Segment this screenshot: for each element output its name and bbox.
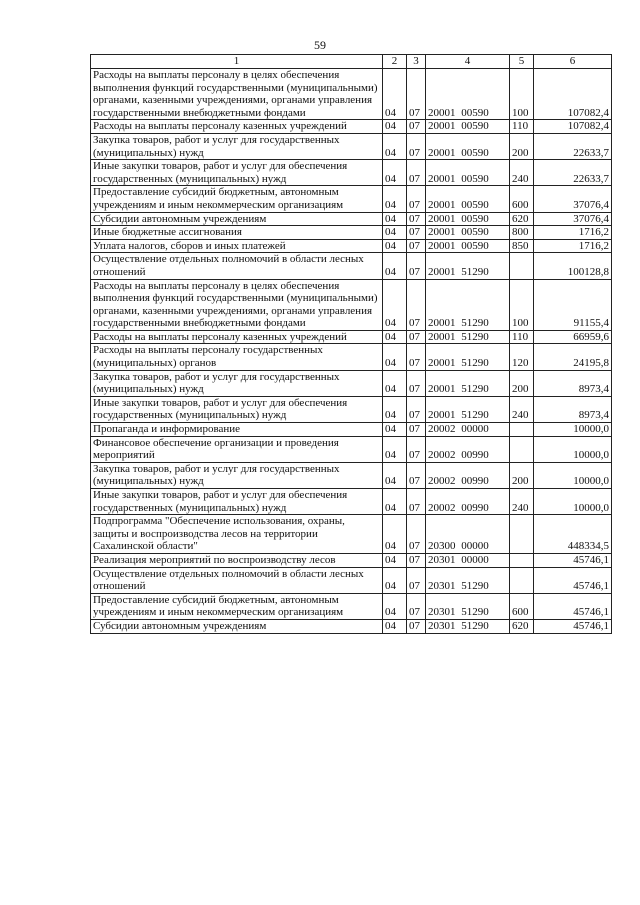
row-amount: 10000,0 [534,489,612,515]
row-subsection: 07 [407,593,426,619]
row-amount: 8973,4 [534,396,612,422]
row-expense-type [510,253,534,279]
header-pr: 3 [407,55,426,69]
row-expense-type: 620 [510,619,534,633]
row-subsection: 07 [407,553,426,567]
table-row [91,253,612,279]
row-section: 04 [383,253,407,279]
row-name: Иные закупки товаров, работ и услуг для обеспечения государственных (муниципальных) нужд [91,489,383,515]
header-sum: 6 [534,55,612,69]
table-row [91,462,612,488]
header-csr: 4 [426,55,510,69]
header-name: 1 [91,55,383,69]
row-target-article: 20002 00990 [426,489,510,515]
row-target-article: 20001 00590 [426,120,510,134]
table-row [91,120,612,134]
row-expense-type: 620 [510,212,534,226]
table-row [91,619,612,633]
row-expense-type: 240 [510,489,534,515]
row-subsection: 07 [407,436,426,462]
row-amount: 1716,2 [534,226,612,240]
row-target-article: 20001 51290 [426,344,510,370]
row-section: 04 [383,396,407,422]
table-row [91,423,612,437]
row-subsection: 07 [407,279,426,330]
table-row [91,593,612,619]
row-target-article: 20001 00590 [426,133,510,159]
row-name: Пропаганда и информирование [91,423,383,437]
row-expense-type [510,515,534,554]
row-expense-type: 850 [510,239,534,253]
row-expense-type: 100 [510,279,534,330]
row-section: 04 [383,344,407,370]
row-name: Субсидии автономным учреждениям [91,212,383,226]
row-subsection: 07 [407,344,426,370]
row-section: 04 [383,370,407,396]
header-rz: 2 [383,55,407,69]
row-expense-type: 240 [510,160,534,186]
row-section: 04 [383,212,407,226]
row-expense-type: 200 [510,462,534,488]
row-amount: 91155,4 [534,279,612,330]
table-row [91,370,612,396]
row-subsection: 07 [407,253,426,279]
row-subsection: 07 [407,212,426,226]
table-row [91,396,612,422]
row-expense-type: 200 [510,133,534,159]
row-section: 04 [383,436,407,462]
row-target-article: 20002 00990 [426,462,510,488]
row-name: Подпрограмма "Обеспечение использования, охраны, защиты и воспроизводства лесов на территории Сахалинской области" [91,515,383,554]
row-name: Расходы на выплаты персоналу казенных учреждений [91,330,383,344]
row-subsection: 07 [407,423,426,437]
row-section: 04 [383,226,407,240]
row-name: Расходы на выплаты персоналу казенных учреждений [91,120,383,134]
row-name: Субсидии автономным учреждениям [91,619,383,633]
row-amount: 37076,4 [534,186,612,212]
header-row [91,55,612,69]
table-row [91,226,612,240]
row-expense-type: 120 [510,344,534,370]
row-target-article: 20301 51290 [426,593,510,619]
table-row [91,160,612,186]
table-row [91,186,612,212]
row-expense-type: 600 [510,593,534,619]
row-amount: 10000,0 [534,423,612,437]
header-vr: 5 [510,55,534,69]
row-name: Закупка товаров, работ и услуг для государственных (муниципальных) нужд [91,462,383,488]
row-target-article: 20301 51290 [426,619,510,633]
row-subsection: 07 [407,370,426,396]
row-subsection: 07 [407,226,426,240]
row-subsection: 07 [407,567,426,593]
row-name: Расходы на выплаты персоналу в целях обеспечения выполнения функций государственными (муниципальными) органами, казенными учреждениями, органами управления государственными внебюджетными фондами [91,279,383,330]
row-amount: 22633,7 [534,133,612,159]
row-amount: 37076,4 [534,212,612,226]
table-row [91,279,612,330]
row-name: Расходы на выплаты персоналу государственных (муниципальных) органов [91,344,383,370]
row-section: 04 [383,160,407,186]
row-subsection: 07 [407,133,426,159]
row-expense-type: 110 [510,120,534,134]
row-target-article: 20002 00000 [426,423,510,437]
page-number: 59 [314,38,326,52]
row-amount: 107082,4 [534,120,612,134]
row-section: 04 [383,120,407,134]
row-subsection: 07 [407,330,426,344]
row-section: 04 [383,462,407,488]
row-expense-type [510,553,534,567]
row-section: 04 [383,489,407,515]
row-expense-type: 240 [510,396,534,422]
table-row [91,133,612,159]
row-target-article: 20001 51290 [426,396,510,422]
table-row [91,344,612,370]
row-name: Закупка товаров, работ и услуг для государственных (муниципальных) нужд [91,133,383,159]
row-section: 04 [383,279,407,330]
row-target-article: 20001 00590 [426,160,510,186]
table-row [91,330,612,344]
row-expense-type: 600 [510,186,534,212]
table-row [91,553,612,567]
table-row [91,489,612,515]
row-expense-type: 110 [510,330,534,344]
row-section: 04 [383,186,407,212]
row-target-article: 20001 00590 [426,69,510,120]
row-name: Финансовое обеспечение организации и проведения мероприятий [91,436,383,462]
row-section: 04 [383,553,407,567]
row-section: 04 [383,619,407,633]
row-subsection: 07 [407,120,426,134]
row-subsection: 07 [407,515,426,554]
row-expense-type: 200 [510,370,534,396]
row-name: Осуществление отдельных полномочий в области лесных отношений [91,253,383,279]
row-name: Закупка товаров, работ и услуг для государственных (муниципальных) нужд [91,370,383,396]
row-name: Предоставление субсидий бюджетным, автономным учреждениям и иным некоммерческим организациям [91,186,383,212]
table-row [91,239,612,253]
row-subsection: 07 [407,462,426,488]
row-section: 04 [383,239,407,253]
row-amount: 45746,1 [534,593,612,619]
row-target-article: 20001 51290 [426,370,510,396]
row-subsection: 07 [407,239,426,253]
row-expense-type [510,436,534,462]
row-name: Расходы на выплаты персоналу в целях обеспечения выполнения функций государственными (муниципальными) органами, казенными учреждениями, органами управления государственными внебюджетными фондами [91,69,383,120]
row-amount: 107082,4 [534,69,612,120]
row-section: 04 [383,567,407,593]
row-name: Предоставление субсидий бюджетным, автономным учреждениям и иным некоммерческим организациям [91,593,383,619]
row-amount: 45746,1 [534,619,612,633]
row-subsection: 07 [407,69,426,120]
row-name: Иные закупки товаров, работ и услуг для обеспечения государственных (муниципальных) нужд [91,396,383,422]
row-amount: 66959,6 [534,330,612,344]
row-expense-type [510,423,534,437]
row-amount: 10000,0 [534,436,612,462]
row-target-article: 20301 00000 [426,553,510,567]
row-target-article: 20001 00590 [426,226,510,240]
row-name: Уплата налогов, сборов и иных платежей [91,239,383,253]
row-target-article: 20300 00000 [426,515,510,554]
table-row [91,515,612,554]
table-row [91,69,612,120]
row-amount: 45746,1 [534,553,612,567]
row-amount: 22633,7 [534,160,612,186]
row-target-article: 20001 00590 [426,239,510,253]
row-expense-type: 100 [510,69,534,120]
row-section: 04 [383,593,407,619]
row-target-article: 20002 00990 [426,436,510,462]
table-row [91,436,612,462]
row-section: 04 [383,423,407,437]
table-row [91,212,612,226]
row-subsection: 07 [407,619,426,633]
row-name: Иные закупки товаров, работ и услуг для обеспечения государственных (муниципальных) нужд [91,160,383,186]
row-amount: 448334,5 [534,515,612,554]
row-expense-type [510,567,534,593]
row-name: Иные бюджетные ассигнования [91,226,383,240]
table-row [91,567,612,593]
row-target-article: 20001 00590 [426,186,510,212]
row-target-article: 20301 51290 [426,567,510,593]
row-subsection: 07 [407,160,426,186]
row-name: Реализация мероприятий по воспроизводству лесов [91,553,383,567]
row-subsection: 07 [407,186,426,212]
row-amount: 45746,1 [534,567,612,593]
row-section: 04 [383,515,407,554]
row-subsection: 07 [407,396,426,422]
row-target-article: 20001 51290 [426,279,510,330]
row-section: 04 [383,69,407,120]
row-target-article: 20001 51290 [426,330,510,344]
row-target-article: 20001 00590 [426,212,510,226]
row-amount: 100128,8 [534,253,612,279]
row-amount: 1716,2 [534,239,612,253]
row-amount: 24195,8 [534,344,612,370]
row-section: 04 [383,330,407,344]
row-expense-type: 800 [510,226,534,240]
row-name: Осуществление отдельных полномочий в области лесных отношений [91,567,383,593]
row-subsection: 07 [407,489,426,515]
row-amount: 10000,0 [534,462,612,488]
row-section: 04 [383,133,407,159]
row-amount: 8973,4 [534,370,612,396]
row-target-article: 20001 51290 [426,253,510,279]
budget-table [90,54,612,634]
